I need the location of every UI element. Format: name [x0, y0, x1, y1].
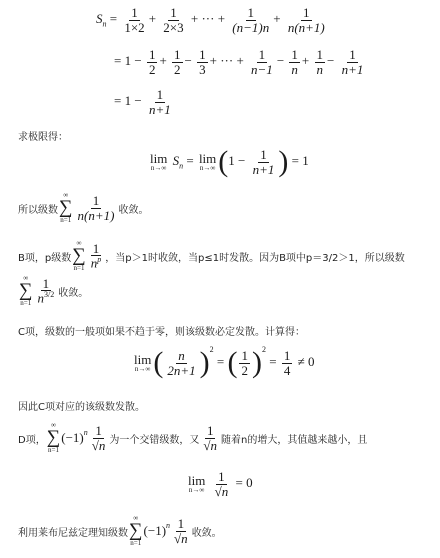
sigma-sum: ∞ ∑ n=1 — [59, 191, 73, 225]
neg-one-base: (−1) — [61, 430, 84, 446]
fraction: $\frac{1}{n+1}$ — [148, 87, 171, 117]
fraction: $\frac{1}{√n}$ — [203, 422, 218, 453]
sigma-sum: ∞ ∑ n=1 — [129, 514, 143, 548]
fraction: $\frac{1}{n+1}$ — [341, 47, 364, 77]
text-c1: C项，级数的一般项如果不趋于零，则该级数必定发散。计算得： — [18, 327, 305, 338]
fraction: $\frac{1}{2\times 3}$ — [163, 5, 184, 35]
sn-subscript: n — [102, 19, 107, 29]
text-d2: 为一个交错级数，又 — [109, 434, 200, 446]
lim-operator: lim n→∞ — [188, 473, 206, 495]
fraction: $\frac{1}{2}$ — [148, 47, 156, 77]
fraction: $\frac{1}{3}$ — [199, 47, 206, 77]
fraction: $\frac{1}{n(n+1)}$ — [77, 192, 115, 223]
fraction: $\frac{1}{1\times 2}$ — [124, 5, 145, 35]
line-d1: D项， ∞ ∑ n=1 (−1) $^n$ $\frac{1}{√n}$ 为一个交错级数，又 $\frac{1}{√n}$ 随着n的增大，其值越来越小，且 — [18, 421, 368, 455]
text-converge: 收敛。 — [118, 204, 149, 216]
text-e2: 收敛。 — [191, 527, 222, 539]
fraction: $\frac{1}{n-1}$ — [251, 47, 273, 77]
eq-d: lim n→∞ $\frac{1}{√n}$ = 0 — [188, 469, 253, 499]
line-b2 — [18, 275, 88, 307]
fraction: $\frac{1}{2}$ — [241, 347, 248, 378]
fraction: $\frac{1}{√n}$ — [91, 422, 106, 453]
eq-limit: lim n→∞ $S_n$ = lim n→∞ (1 − $\frac{1}{n+1}$ ) = 1 — [150, 145, 309, 178]
fraction: $\frac{1}{n}$ — [316, 47, 323, 77]
fraction: $\frac{1}{√n}$ — [174, 515, 188, 546]
sigma-sum: ∞ ∑ n=1 — [46, 421, 61, 455]
lim-operator: lim n→∞ — [150, 151, 168, 172]
fraction: $\frac{1}{4}$ — [283, 347, 291, 378]
line-b1 — [18, 240, 405, 272]
text-b3: 收敛。 — [58, 287, 89, 299]
sigma-sum: ∞ ∑ n=1 — [72, 239, 86, 273]
eq-line3: = 1 − $\frac{1}{n+1}$ — [114, 87, 171, 117]
text-d3: 随着n的增大，其值越来越小，且 — [221, 434, 368, 446]
fraction: $\frac{1}{(n-1)n}$ — [232, 5, 270, 35]
text-d1: D项， — [18, 434, 46, 446]
line-e: 利用莱布尼兹定理知级数 ∞ ∑ n=1 (−1) $^n$ $\frac{1}{√n}$ 收敛。 — [18, 514, 222, 548]
sigma-sum: ∞ ∑ n=1 — [19, 274, 33, 308]
fraction: $\frac{n}{2n+1}$ — [167, 347, 196, 378]
fraction: $\frac{1}{n+1}$ — [252, 146, 275, 177]
neg-one-base: (−1) — [143, 523, 167, 539]
eq-sn-line: $S_n$ = $\frac{1}{1\times 2}$ + $\frac{1}{2\times 3}$ + ··· + $\frac{1}{(n-1)n}$ + $\frac{1}{n(n+1)}$ — [96, 5, 325, 35]
fraction: $\frac{1}{n}$ — [291, 47, 298, 77]
equals-sign: = — [109, 11, 118, 27]
eq-line2: = 1 − $\frac{1}{2}$ + $\frac{1}{2}$ − $\frac{1}{3}$ + ··· + $\frac{1}{n-1}$ − $\frac{1}{n}$ + $\frac{1}{n}$ − $\frac{1}{n+1}$ — [114, 47, 364, 77]
fraction: $\frac{1}{√n}$ — [214, 469, 229, 499]
text-b2: ，当p＞1时收敛，当p≤1时发散。因为B项中p＝3/2＞1，所以级数 — [105, 252, 405, 264]
text-so: 所以级数 — [18, 204, 58, 216]
fraction: $\frac{1}{n^p}$ — [90, 240, 102, 271]
text-e1: 利用莱布尼兹定理知级数 — [18, 527, 128, 539]
text-limit-intro: 求极限得： — [18, 132, 68, 143]
text-b1: B项，p级数 — [18, 252, 72, 264]
line-series-a — [18, 192, 148, 224]
ellipsis: + ··· + — [190, 11, 226, 27]
lim-operator: lim n→∞ — [134, 352, 152, 374]
fraction: $\frac{1}{n(n+1)}$ — [287, 5, 325, 35]
text-c2: 因此C项对应的该级数发散。 — [18, 402, 145, 413]
fraction: $\frac{1}{2}$ — [174, 47, 181, 77]
sn-symbol: S — [96, 11, 103, 27]
lim-operator: lim n→∞ — [198, 151, 217, 172]
eq-c: lim n→∞ ( $\frac{n}{2n+1}$ )$^2$ = ( $\frac{1}{2}$ )$^2$ = $\frac{1}{4}$ ≠ 0 — [134, 345, 315, 380]
fraction: $\frac{1}{n^{3/2}}$ — [37, 275, 55, 306]
